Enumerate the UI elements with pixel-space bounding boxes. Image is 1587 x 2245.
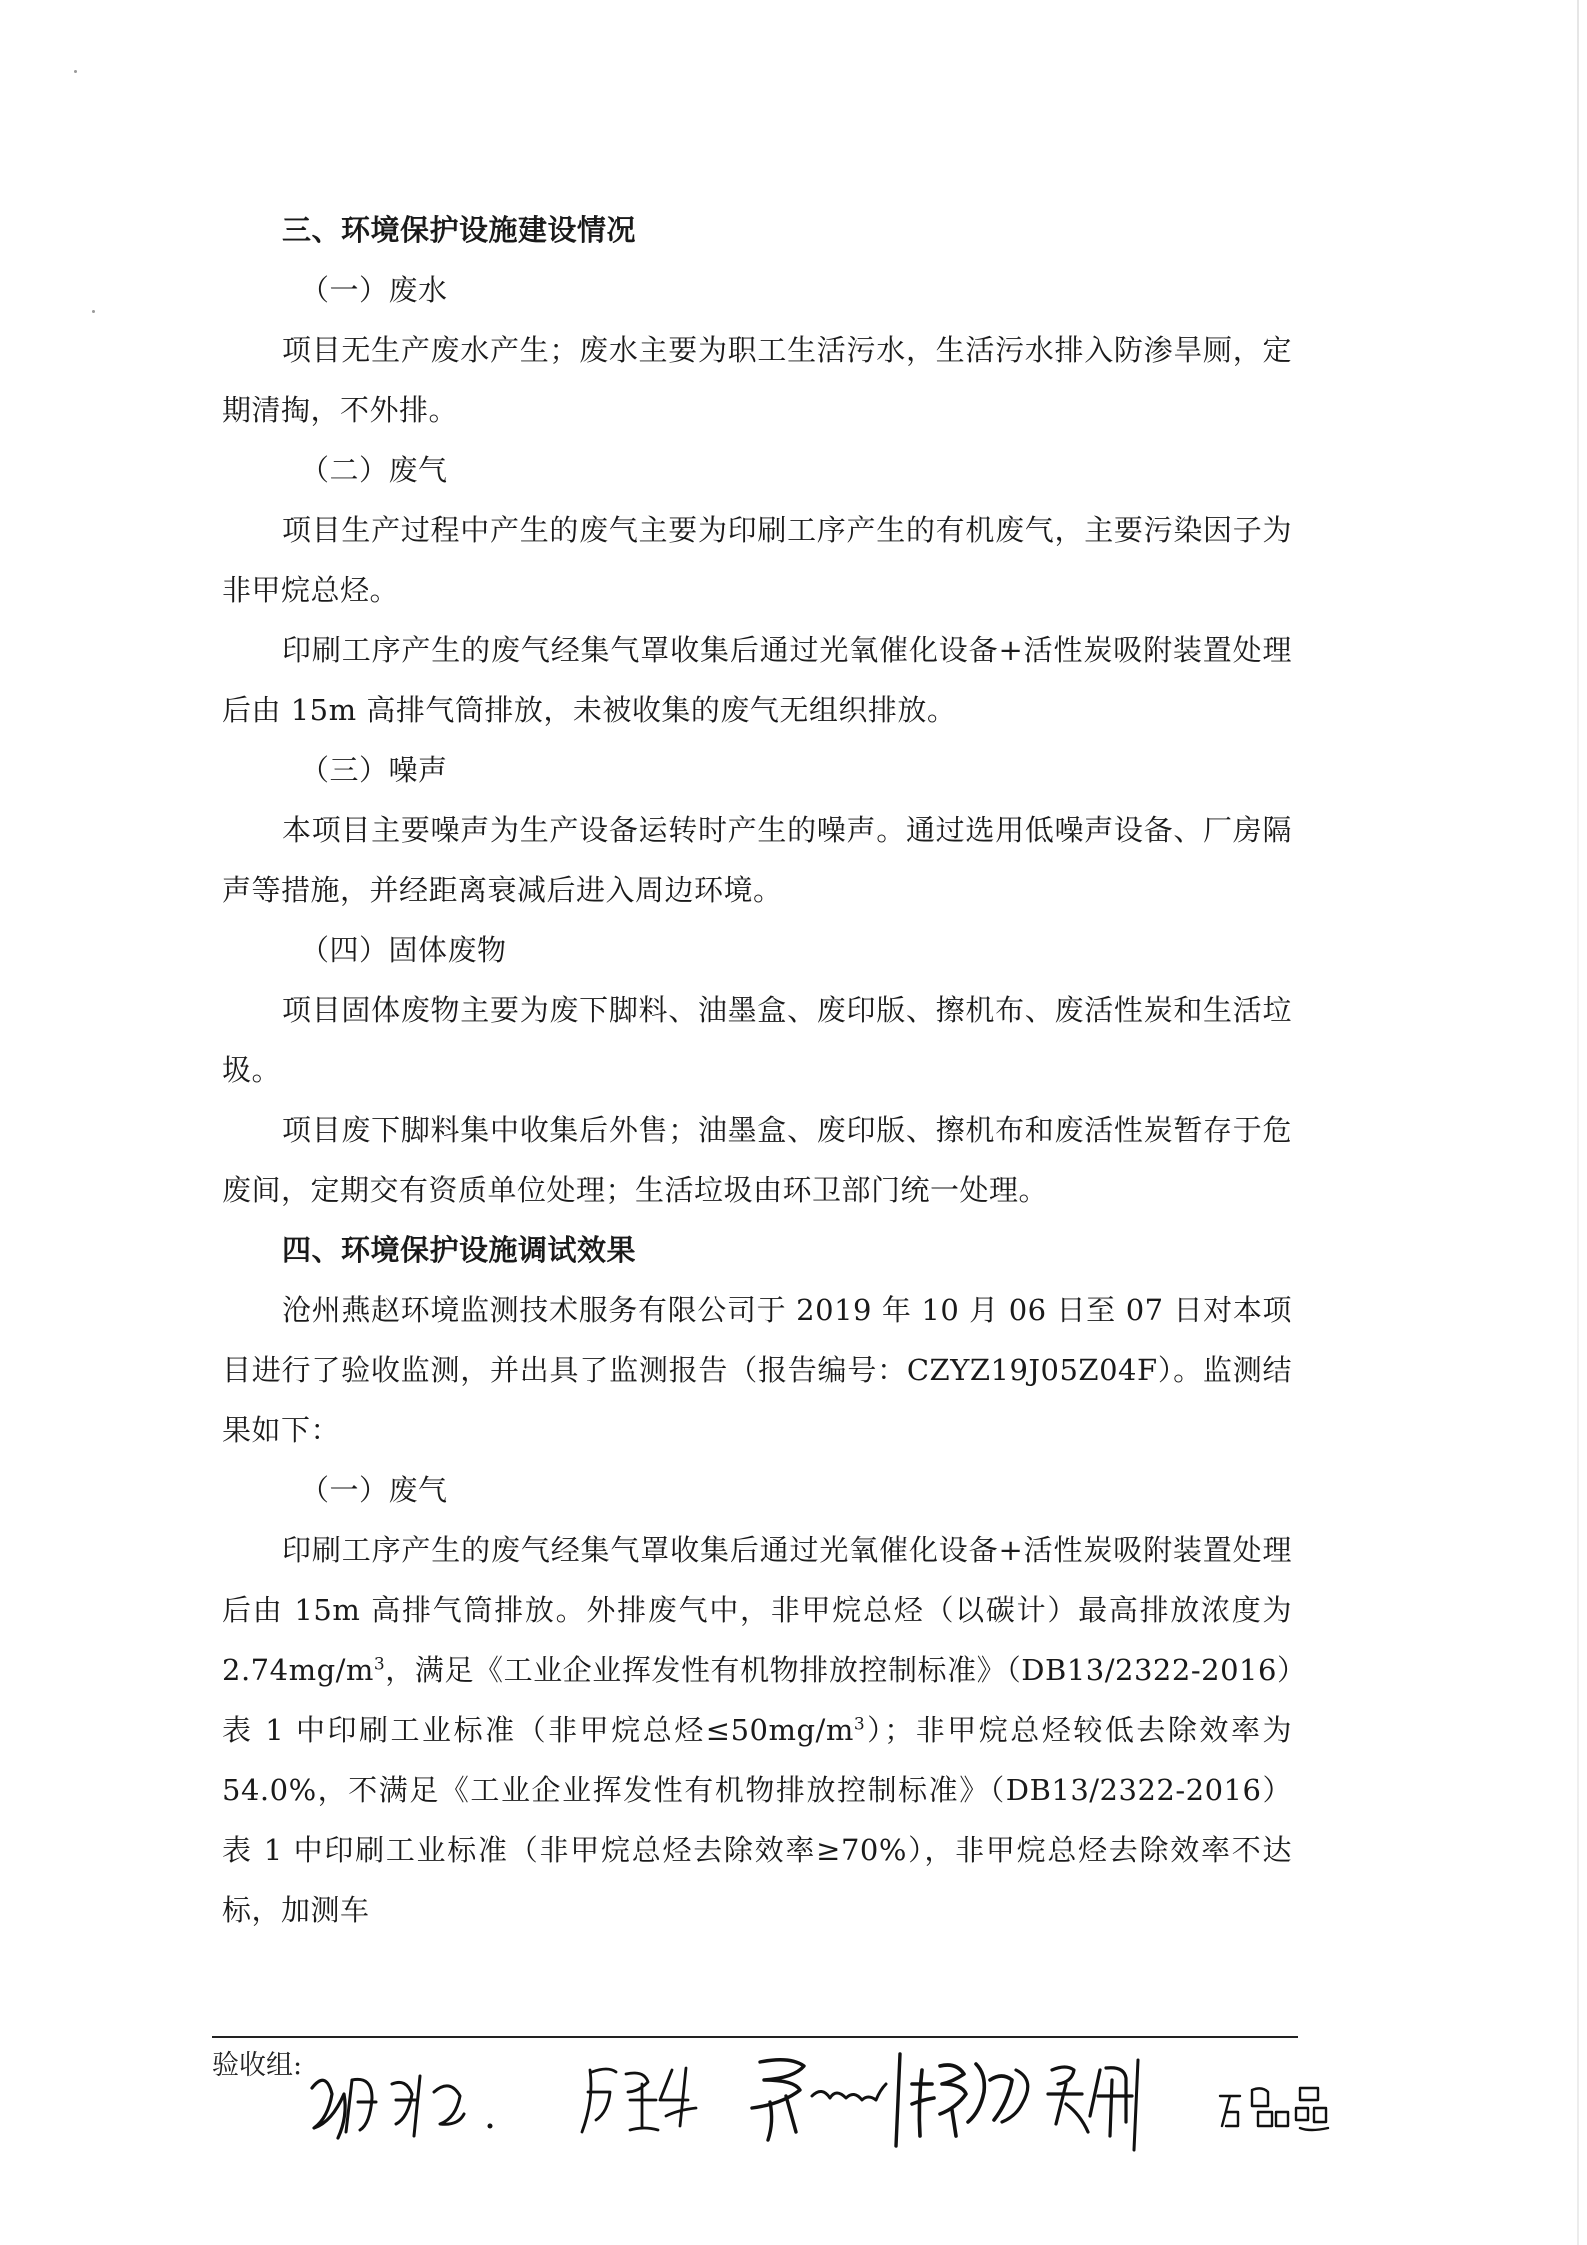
scan-edge-line <box>1577 0 1579 2245</box>
body-paragraph: 印刷工序产生的废气经集气罩收集后通过光氧催化设备+活性炭吸附装置处理后由 15m 高排气筒排放，未被收集的废气无组织排放。 <box>222 633 1292 727</box>
body-paragraph: 项目固体废物主要为废下脚料、油墨盒、废印版、擦机布、废活性炭和生活垃圾。 <box>222 993 1292 1087</box>
subsection-heading: （一）废水 <box>300 273 448 307</box>
subsection-heading: （三）噪声 <box>300 753 448 787</box>
scan-speck <box>92 310 95 313</box>
body-paragraph: 本项目主要噪声为生产设备运转时产生的噪声。通过选用低噪声设备、厂房隔声等措施，并经距离衰减后进入周边环境。 <box>222 813 1292 907</box>
scan-speck <box>74 70 77 73</box>
signature-6 <box>1220 2088 1328 2130</box>
body-paragraph: 项目无生产废水产生；废水主要为职工生活污水，生活污水排入防渗旱厕，定期清掏，不外排。 <box>222 333 1292 427</box>
document-body <box>222 200 1292 1940</box>
signature-5 <box>1048 2060 1138 2150</box>
paragraph-list <box>222 200 1292 1520</box>
signature-area <box>300 2040 1450 2160</box>
body-paragraph: 项目废下脚料集中收集后外售；油墨盒、废印版、擦机布和废活性炭暂存于危废间，定期交有资质单位处理；生活垃圾由环卫部门统一处理。 <box>222 1113 1292 1207</box>
signature-1 <box>312 2076 493 2138</box>
handwritten-signatures <box>300 2040 1450 2160</box>
section-heading: 三、环境保护设施建设情况 <box>282 213 637 247</box>
subsection-heading: （二）废气 <box>300 453 448 487</box>
subsection-heading: （一）废气 <box>300 1473 448 1507</box>
subsection-heading: （四）固体废物 <box>300 933 507 967</box>
body-paragraph-final: 印刷工序产生的废气经集气罩收集后通过光氧催化设备+活性炭吸附装置处理后由 15m 高排气筒排放。外排废气中，非甲烷总烃（以碳计）最高排放浓度为 $2.74mg/m^3$，满足《工业企业挥发性有机物排放控制标准》（DB13/2322-2016）表 1 中印刷工业标准（非甲烷总烃$\le 50mg/m^3$）；非甲烷总烃较低去除效率为 54.0%，不满足《工业企业挥发性有机物排放控制标准》（DB13/2322-2016）表 1 中印刷工业标准（非甲烷总烃去除效率≥70%），非甲烷总烃去除效率不达标，加测车 <box>222 1533 1292 1927</box>
footer-divider <box>212 2036 1298 2038</box>
signature-3 <box>752 2054 900 2146</box>
body-paragraph: 项目生产过程中产生的废气主要为印刷工序产生的有机废气，主要污染因子为非甲烷总烃。 <box>222 513 1292 607</box>
section-heading: 四、环境保护设施调试效果 <box>282 1233 637 1267</box>
signature-2 <box>582 2068 696 2132</box>
acceptance-group-label: 验收组: <box>212 2050 303 2081</box>
body-paragraph: 沧州燕赵环境监测技术服务有限公司于 2019 年 10 月 06 日至 07 日对本项目进行了验收监测，并出具了监测报告（报告编号：CZYZ19J05Z04F）。监测结果如下： <box>222 1293 1292 1447</box>
signature-4 <box>912 2064 1028 2136</box>
